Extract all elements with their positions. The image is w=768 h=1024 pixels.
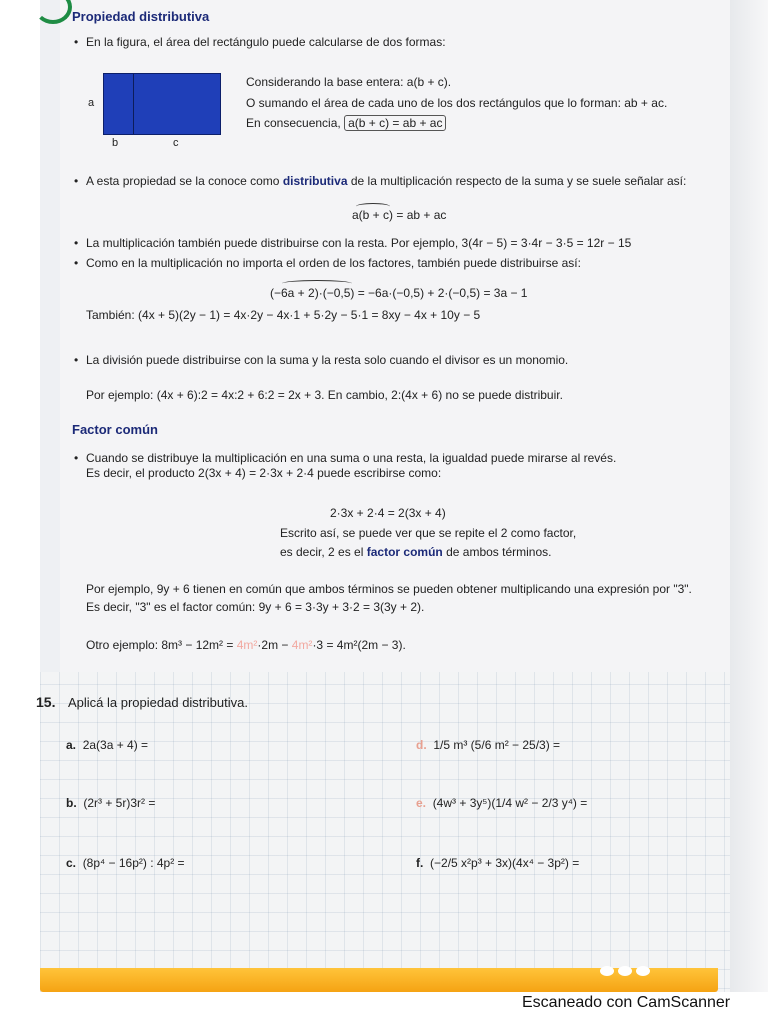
formula-orden: (−6a + 2)·(−0,5) = −6a·(−0,5) + 2·(−0,5) = 3a − 1 (270, 286, 528, 300)
exercise-item-e-label: e. (416, 796, 427, 810)
exercise-item-c (66, 856, 185, 870)
explain-line-1: Considerando la base entera: a(b + c). (246, 75, 452, 89)
boxed-formula: a(b + c) = ab + ac (344, 115, 446, 131)
page-margin-stripe (40, 0, 60, 672)
faded-term-2: 4m² (291, 638, 313, 652)
factor-note-1: Escrito así, se puede ver que se repite el 2 como factor, (280, 526, 577, 540)
rectangle-divider (133, 74, 134, 134)
intro-bullet: • En la figura, el área del rectángulo puede calcularse de dos formas: (86, 35, 446, 49)
factor-note-2 (280, 545, 551, 559)
page-bottom-band (40, 968, 718, 992)
band-dot-2 (618, 966, 632, 976)
factor-example-3-prefix: Otro ejemplo: 8m³ − 12m² = (86, 638, 234, 652)
explain-line-3-prefix: En consecuencia, (246, 116, 341, 130)
exercise-item-e (416, 796, 587, 810)
factor-note-2-prefix: es decir, 2 es el (280, 545, 364, 559)
exercise-item-f (416, 856, 579, 870)
exercise-item-a-label: a. (66, 738, 77, 752)
factor-example-3 (86, 638, 406, 652)
textbook-page (40, 0, 730, 992)
bullet-distributiva-suffix: de la multiplicación respecto de la suma y se suele señalar así: (350, 174, 687, 188)
exercise-number: 15. (36, 694, 56, 710)
factor-note-2-suffix: de ambos términos. (446, 545, 552, 559)
factor-bullet-line-2: Es decir, el producto 2(3x + 4) = 2·3x + 2·4 puede escribirse como: (86, 466, 442, 480)
factor-formula: 2·3x + 2·4 = 2(3x + 4) (330, 506, 446, 520)
figure-label-a: a (88, 97, 95, 109)
bullet-distributiva (86, 174, 686, 188)
exercise-item-e-expr: (4w³ + 3y⁵)(1/4 w² − 2/3 y⁴) = (432, 796, 588, 810)
figure-label-c: c (173, 137, 179, 149)
band-dot-3 (636, 966, 650, 976)
bullet-resta: • La multiplicación también puede distribuirse con la resta. Por ejemplo, 3(4r − 5) = 3·4r − 3·5 = 12r − 15 (86, 236, 631, 250)
bullet-division: • La división puede distribuirse con la suma y la resta solo cuando el divisor es un monomio. (86, 353, 568, 367)
formula-distributiva: a(b + c) = ab + ac (352, 208, 447, 222)
exercise-item-f-label: f. (416, 856, 424, 870)
section-title-distributiva: Propiedad distributiva (72, 9, 210, 24)
exercise-item-a (66, 738, 148, 752)
exercise-item-c-expr: (8p⁴ − 16p²) : 4p² = (82, 856, 185, 870)
keyword-distributiva: distributiva (282, 174, 348, 188)
explain-line-2: O sumando el área de cada uno de los dos rectángulos que lo forman: ab + ac. (246, 96, 668, 110)
factor-example-1: Por ejemplo, 9y + 6 tienen en común que ambos términos se pueden obtener multiplicando una expresión por "3". (86, 582, 692, 596)
area-rectangle-figure (103, 73, 221, 135)
factor-example-3-mid: ·2m − (257, 638, 289, 652)
factor-example-2: Es decir, "3" es el factor común: 9y + 6 = 3·3y + 3·2 = 3(3y + 2). (86, 600, 425, 614)
exercise-item-d (416, 738, 560, 752)
distribution-arrow-icon-2 (282, 280, 352, 287)
tambien-example: También: (4x + 5)(2y − 1) = 4x·2y − 4x·1 + 5·2y − 5·1 = 8xy − 4x + 10y − 5 (86, 308, 481, 322)
factor-bullet: • Cuando se distribuye la multiplicación en una suma o una resta, la igualdad puede mirarse al revés. (86, 451, 616, 465)
explain-line-3 (246, 116, 446, 130)
exercise-item-f-expr: (−2/5 x²p³ + 3x)(4x⁴ − 3p²) = (430, 856, 580, 870)
exercise-item-c-label: c. (66, 856, 77, 870)
page-edge-shadow (730, 0, 768, 992)
factor-example-3-suffix: ·3 = 4m²(2m − 3). (312, 638, 406, 652)
exercise-instruction: Aplicá la propiedad distributiva. (68, 695, 248, 710)
keyword-factor-comun: factor común (366, 545, 443, 559)
distribution-arrow-icon (356, 203, 390, 210)
band-dot-1 (600, 966, 614, 976)
section-title-factor-comun: Factor común (72, 422, 158, 437)
camscanner-watermark: Escaneado con CamScanner (522, 994, 731, 1011)
exercise-item-a-expr: 2a(3a + 4) = (82, 738, 149, 752)
exercise-item-d-expr: 1/5 m³ (5/6 m² − 25/3) = (433, 738, 561, 752)
division-example: Por ejemplo: (4x + 6):2 = 4x:2 + 6:2 = 2x + 3. En cambio, 2:(4x + 6) no se puede distribuir. (86, 388, 563, 402)
exercise-item-d-label: d. (416, 738, 427, 752)
bullet-distributiva-prefix: A esta propiedad se la conoce como (86, 174, 280, 188)
bullet-orden: • Como en la multiplicación no importa el orden de los factores, también puede distribuirse así: (86, 256, 581, 270)
exercise-item-b-expr: (2r³ + 5r)3r² = (83, 796, 156, 810)
exercise-item-b-label: b. (66, 796, 77, 810)
faded-term-1: 4m² (236, 638, 258, 652)
exercise-item-b (66, 796, 155, 810)
figure-label-b: b (112, 137, 119, 149)
